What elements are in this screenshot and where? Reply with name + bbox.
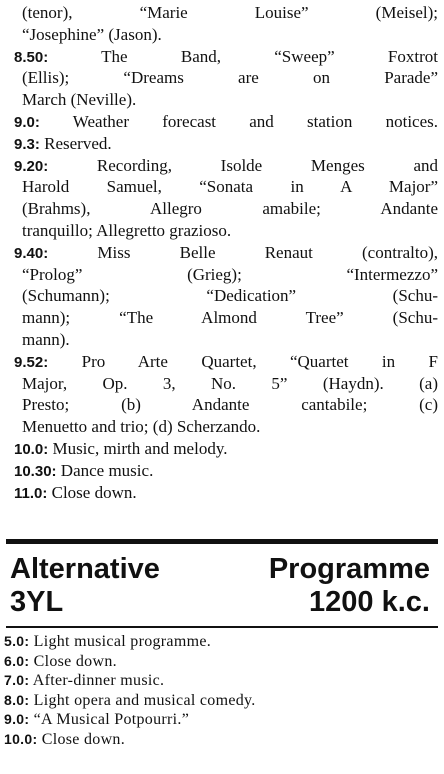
- entry-first-line: [14, 111, 438, 133]
- programme-entry: [14, 482, 438, 504]
- entry-first-line: [14, 133, 438, 155]
- entry-first-line: [14, 482, 438, 504]
- entry-text-line: Presto; (b) Andante cantabile; (c): [22, 395, 438, 415]
- entry-text-line: March (Neville).: [22, 90, 137, 110]
- programme-entry: [4, 691, 364, 711]
- programme-entry: [14, 460, 438, 482]
- entry-text-line: Reserved.: [44, 133, 112, 153]
- entry-text-line: (Schumann); “Dedication” (Schu-: [22, 286, 438, 306]
- entry-text-line: “Josephine” (Jason).: [22, 24, 162, 44]
- entry-first-line: [14, 351, 438, 373]
- banner-station-callsign: 3YL: [10, 586, 64, 618]
- banner-heading-alternative: Alternative: [10, 553, 160, 585]
- entry-time: 5.0:: [4, 633, 30, 649]
- programme-entry: [14, 111, 438, 133]
- programme-entry: [4, 652, 364, 672]
- programme-entry: [4, 632, 364, 652]
- banner-frequency: 1200 k.c.: [309, 586, 430, 618]
- entry-text-line: After-dinner music.: [32, 672, 165, 690]
- entry-text-line: tranquillo; Allegretto grazioso.: [22, 220, 232, 240]
- entry-text-line: (Ellis); “Dreams are on Parade”: [22, 68, 438, 88]
- entry-time: 10.30:: [14, 462, 57, 480]
- entry-text-line: Music, mirth and melody.: [52, 438, 228, 458]
- entry-text-line: Light musical programme.: [33, 633, 212, 650]
- entry-text-line: (Brahms), Allegro amabile; Andante: [22, 199, 438, 219]
- entry-text-line: Miss Belle Renaut (contralto),: [97, 242, 438, 262]
- entry-time: 9.52:: [14, 353, 49, 371]
- entry-first-line: [14, 155, 438, 177]
- programme-entry: [4, 730, 364, 750]
- entry-text-line: Dance music.: [60, 460, 154, 480]
- entry-time: 11.0:: [14, 484, 48, 502]
- entry-time: 8.50:: [14, 48, 49, 66]
- programme-entry: [14, 242, 438, 351]
- main-programme-list: [14, 2, 438, 503]
- programme-entry: [4, 710, 364, 730]
- entry-first-line: [14, 460, 438, 482]
- entry-time: 9.40:: [14, 244, 49, 262]
- entry-first-line: [14, 46, 438, 68]
- entry-text-line: Menuetto and trio; (d) Scherzando.: [22, 417, 261, 437]
- programme-entry: [14, 351, 438, 438]
- entry-text-line: mann); “The Almond Tree” (Schu-: [22, 308, 438, 328]
- entry-text-line: Close down.: [51, 482, 137, 502]
- entry-text-line: Close down.: [33, 652, 117, 670]
- entry-time: 9.20:: [14, 157, 49, 175]
- section-divider-thin: [6, 626, 438, 628]
- entry-time: 9.0:: [4, 711, 30, 728]
- entry-text-line: Close down.: [41, 730, 126, 748]
- entry-time: 10.0:: [14, 440, 49, 458]
- entry-first-line: [14, 438, 438, 460]
- entry-text-line: (tenor), “Marie Louise” (Meisel);: [22, 3, 438, 22]
- programme-entry: [14, 2, 438, 46]
- station-banner: [10, 554, 430, 620]
- entry-text-line: The Band, “Sweep” Foxtrot: [101, 46, 438, 66]
- entry-text-line: Pro Arte Quartet, “Quartet in F: [81, 351, 438, 371]
- entry-text-line: Light opera and musical comedy.: [33, 691, 256, 709]
- entry-text-line: Recording, Isolde Menges and: [96, 155, 438, 175]
- programme-entry: [14, 46, 438, 111]
- programme-entry: [14, 155, 438, 242]
- alternative-programme-list: [4, 632, 364, 750]
- programme-entry: [14, 438, 438, 460]
- entry-text-line: “A Musical Potpourri.”: [33, 711, 190, 729]
- entry-text-line: mann).: [22, 329, 70, 349]
- entry-text-line: Weather forecast and station notices.: [72, 111, 438, 131]
- entry-first-line: [14, 242, 438, 264]
- entry-time: 10.0:: [4, 730, 38, 747]
- banner-heading-programme: Programme: [268, 553, 430, 585]
- entry-time: 9.0:: [14, 113, 40, 131]
- section-divider-thick: [6, 539, 438, 544]
- entry-time: 9.3:: [14, 135, 40, 153]
- entry-text-line: “Prolog” (Grieg); “Intermezzo”: [22, 264, 438, 284]
- programme-entry: [14, 133, 438, 155]
- entry-time: 6.0:: [4, 652, 30, 669]
- entry-text-line: Harold Samuel, “Sonata in A Major”: [22, 177, 438, 197]
- programme-entry: [4, 671, 364, 691]
- entry-time: 8.0:: [4, 691, 30, 708]
- entry-text-line: Major, Op. 3, No. 5” (Haydn). (a): [22, 373, 438, 393]
- entry-time: 7.0:: [4, 672, 30, 689]
